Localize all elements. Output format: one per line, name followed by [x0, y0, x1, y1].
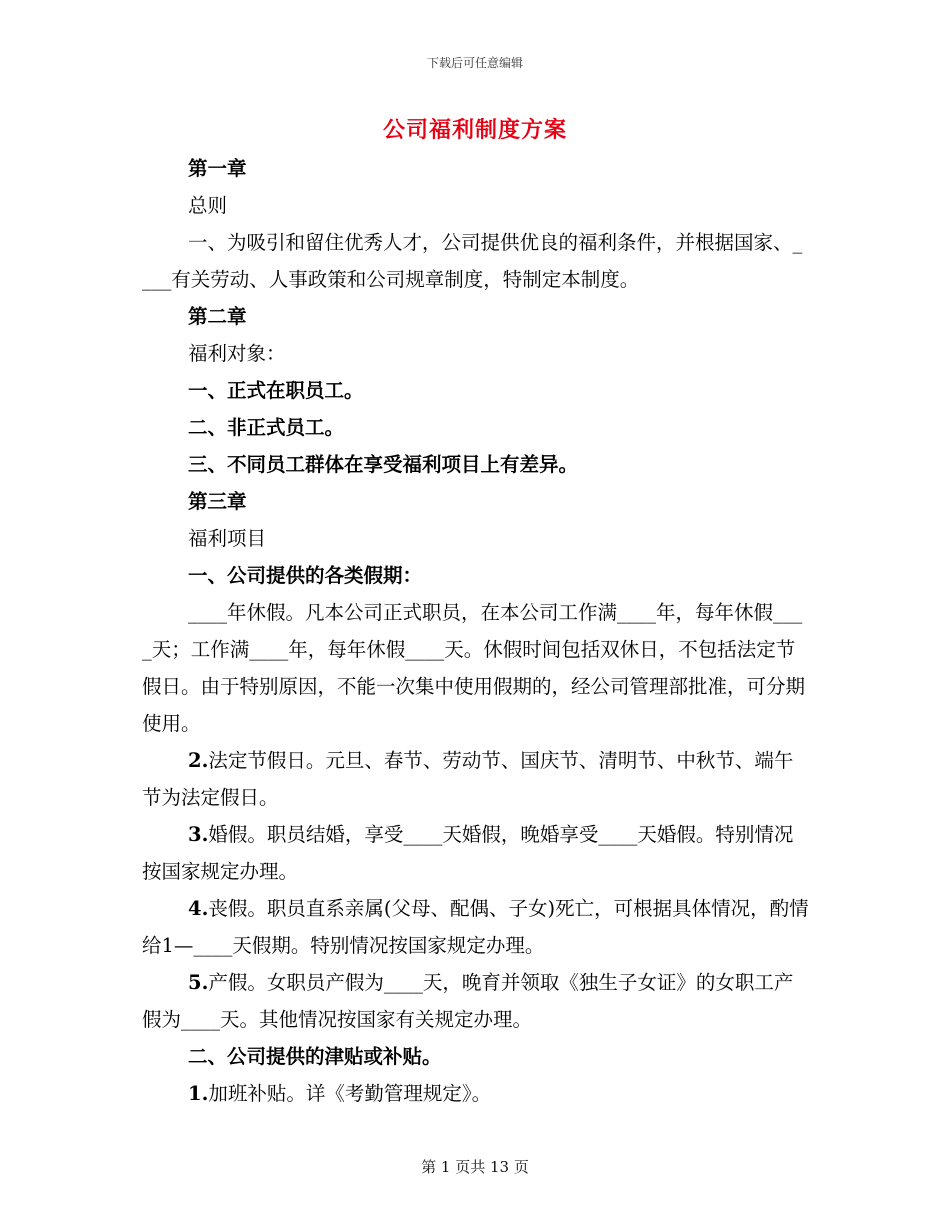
list-number: 5. [188, 971, 209, 994]
chapter-3-subtitle: 福利项目 [188, 527, 267, 550]
paragraph-text: 婚假。职员结婚，享受____天婚假，晚婚享受____天婚假。特别情况按国家规定办理。 [142, 823, 794, 883]
document-body [142, 150, 810, 1112]
list-number: 2. [188, 749, 209, 772]
paragraph-text: 法定节假日。元旦、春节、劳动节、国庆节、清明节、中秋节、端午节为法定假日。 [142, 749, 794, 809]
marriage-leave-paragraph [142, 816, 810, 890]
overtime-allowance-paragraph [142, 1075, 810, 1112]
beneficiary-item-3: 三、不同员工群体在享受福利项目上有差异。 [188, 453, 579, 476]
paragraph-text: 加班补贴。详《考勤管理规定》。 [208, 1082, 492, 1105]
list-number: 4. [188, 897, 209, 920]
general-clause-1: 一、为吸引和留住优秀人才，公司提供优良的福利条件，并根据国家、____有关劳动、人事政策和公司规章制度，特制定本制度。 [142, 231, 803, 291]
paragraph-text: 产假。女职员产假为____天，晚育并领取《独生子女证》的女职工产假为____天。其他情况按国家有关规定办理。 [142, 971, 794, 1031]
chapter-1-heading: 第一章 [188, 157, 247, 180]
chapter-2-heading: 第二章 [188, 305, 247, 328]
list-number: 1. [188, 1082, 209, 1105]
page-footer-indicator: 第 1 页共 13 页 [421, 1158, 529, 1176]
chapter-2-subtitle: 福利对象： [188, 342, 286, 365]
section-holidays-heading: 一、公司提供的各类假期： [188, 564, 423, 587]
paragraph-text: 丧假。职员直系亲属(父母、配偶、子女)死亡，可根据具体情况，酌情给1—____天假期。特别情况按国家规定办理。 [142, 897, 809, 957]
chapter-1-subtitle: 总则 [188, 194, 228, 217]
list-number: 3. [188, 823, 209, 846]
beneficiary-item-1: 一、正式在职员工。 [188, 379, 364, 402]
maternity-leave-paragraph [142, 964, 810, 1038]
document-title: 公司福利制度方案 [382, 117, 567, 143]
page-header-note: 下载后可任意编辑 [426, 56, 523, 70]
bereavement-leave-paragraph [142, 890, 810, 964]
beneficiary-item-2: 二、非正式员工。 [188, 416, 345, 439]
annual-leave-paragraph: ____年休假。凡本公司正式职员，在本公司工作满____年，每年休假____天；工作满____年，每年休假____天。休假时间包括双休日，不包括法定节假日。由于特别原因，不能一次集中使用假期的，经公司管理部批准，可分期使用。 [142, 601, 806, 735]
section-allowances-heading: 二、公司提供的津贴或补贴。 [188, 1045, 442, 1068]
chapter-3-heading: 第三章 [188, 490, 247, 513]
legal-holidays-paragraph [142, 742, 810, 816]
